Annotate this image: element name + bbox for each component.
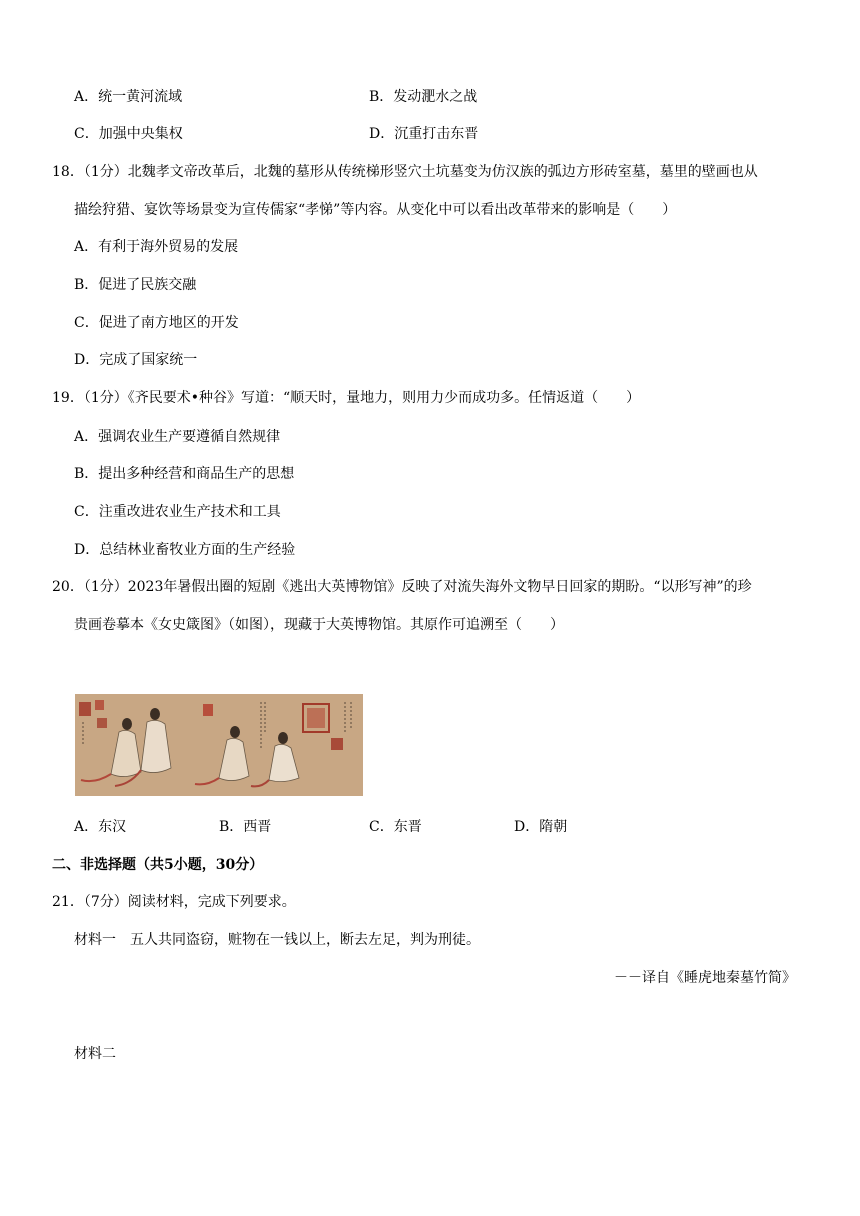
q18-stem-line1: 18．（1分）北魏孝文帝改革后，北魏的墓形从传统梯形竖穴土坑墓变为仿汉族的弧边方形砖室墓，墓里的壁画也从 <box>52 164 758 180</box>
q21-material1: 材料一 五人共同盗窃，赃物在一钱以上，断去左足，判为刑徒。 <box>74 932 480 948</box>
q20-stem-line1: 20．（1分）2023年暑假出圈的短剧《逃出大英博物馆》反映了对流失海外文物早日回家的期盼。“以形写神”的珍 <box>52 579 752 595</box>
q19-option-b: B．提出多种经营和商品生产的思想 <box>74 466 295 482</box>
q20-stem-line2: 贵画卷摹本《女史箴图》（如图），现藏于大英博物馆。其原作可追溯至（ ） <box>74 617 564 633</box>
q19-option-a: A．强调农业生产要遵循自然规律 <box>74 429 281 445</box>
q19-option-c: C．注重改进农业生产技术和工具 <box>74 504 281 520</box>
admonitions-scroll-painting <box>75 694 363 796</box>
seal-mark <box>331 738 343 750</box>
seal-mark <box>203 704 213 716</box>
q19-stem: 19．（1分）《齐民要术•种谷》写道：“顺天时，量地力，则用力少而成功多。任情返道（ ） <box>52 390 641 406</box>
section-heading: 二、非选择题（共5小题，30分） <box>52 857 264 873</box>
painting-figures <box>75 694 363 796</box>
q20-option-b: B．西晋 <box>219 819 272 835</box>
q18-option-a: A．有利于海外贸易的发展 <box>74 239 239 255</box>
q20-option-d: D．隋朝 <box>514 819 568 835</box>
seal-mark <box>95 700 104 710</box>
q18-option-c: C．促进了南方地区的开发 <box>74 315 239 331</box>
q18-option-b: B．促进了民族交融 <box>74 277 197 293</box>
q19-option-d: D．总结林业畜牧业方面的生产经验 <box>74 542 296 558</box>
q18-stem-line2: 描绘狩猎、宴饮等场景变为宣传儒家“孝悌”等内容。从变化中可以看出改革带来的影响是（ ） <box>74 202 677 218</box>
q20-option-c: C．东晋 <box>369 819 422 835</box>
q18-option-d: D．完成了国家统一 <box>74 352 198 368</box>
q21-material2-label: 材料二 <box>74 1046 116 1062</box>
seal-mark <box>97 718 107 728</box>
q21-stem: 21．（7分）阅读材料，完成下列要求。 <box>52 894 296 910</box>
q17-option-c: C．加强中央集权 <box>74 126 183 142</box>
q20-option-a: A．东汉 <box>74 819 127 835</box>
q17-option-d: D．沉重打击东晋 <box>369 126 479 142</box>
q21-source1: －－译自《睡虎地秦墓竹简》 <box>614 970 796 986</box>
seal-mark <box>79 702 91 716</box>
q17-option-b: B．发动淝水之战 <box>369 89 478 105</box>
q17-option-a: A．统一黄河流域 <box>74 89 183 105</box>
